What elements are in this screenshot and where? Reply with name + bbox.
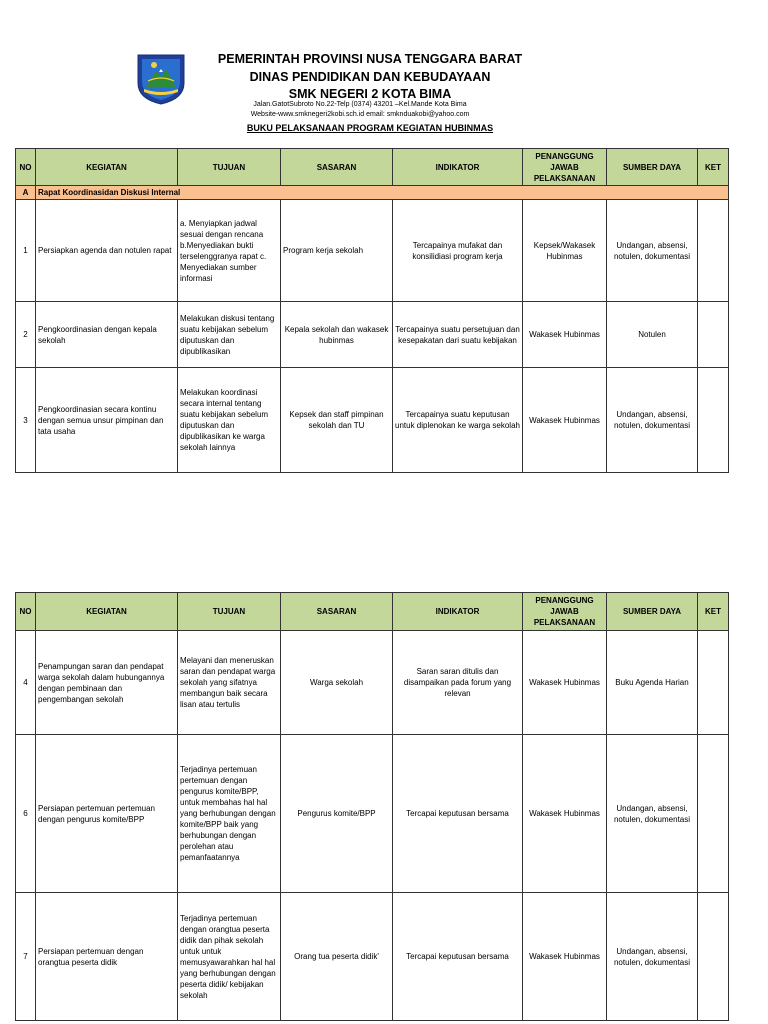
cell-kegiatan: Persiapkan agenda dan notulen rapat [36, 200, 178, 302]
cell-tujuan: Melakukan koordinasi secara internal tentang suatu kebijakan sebelum diputuskan dan dipublikasikan ke warga sekolah lainnya [178, 368, 281, 473]
col-tujuan: TUJUAN [178, 593, 281, 631]
cell-indikator: Tercapainya suatu persetujuan dan kesepakatan dari suatu kebijakan [393, 302, 523, 368]
col-sasaran: SASARAN [281, 593, 393, 631]
col-kegiatan: KEGIATAN [36, 149, 178, 186]
header-school: SMK NEGERI 2 KOTA BIMA [288, 87, 452, 101]
cell-penanggung: Wakasek Hubinmas [523, 302, 607, 368]
document-title: BUKU PELAKSANAAN PROGRAM KEGIATAN HUBINMAS [246, 123, 494, 133]
cell-no: 6 [16, 735, 36, 893]
cell-sasaran: Kepsek dan staff pimpinan sekolah dan TU [281, 368, 393, 473]
cell-sumber: Notulen [607, 302, 698, 368]
table-row [16, 631, 729, 735]
table-row [16, 735, 729, 893]
cell-sumber: Undangan, absensi, notulen, dokumentasi [607, 368, 698, 473]
cell-kegiatan: Persiapan pertemuan dengan orangtua peserta didik [36, 893, 178, 1021]
col-indikator: INDIKATOR [393, 149, 523, 186]
cell-kegiatan: Pengkoordinasian dengan kepala sekolah [36, 302, 178, 368]
cell-ket [698, 631, 729, 735]
col-penanggung: PENANGGUNG JAWAB PELAKSANAAN [523, 593, 607, 631]
cell-penanggung: Kepsek/Wakasek Hubinmas [523, 200, 607, 302]
table-row [16, 302, 729, 368]
section-row [16, 186, 729, 200]
cell-indikator: Tercapainya suatu keputusan untuk diplenokan ke warga sekolah [393, 368, 523, 473]
cell-no: 2 [16, 302, 36, 368]
cell-no: 7 [16, 893, 36, 1021]
cell-penanggung: Wakasek Hubinmas [523, 735, 607, 893]
cell-kegiatan: Penampungan saran dan pendapat warga sekolah dalam hubungannya dengan pembinaan dan pengembangan sekolah [36, 631, 178, 735]
table-header-row [16, 593, 729, 631]
cell-penanggung: Wakasek Hubinmas [523, 368, 607, 473]
cell-no: 4 [16, 631, 36, 735]
col-ket: KET [698, 149, 729, 186]
cell-tujuan: a. Menyiapkan jadwal sesuai dengan rencana b.Menyediakan bukti terselenggranya rapat c. Menyediakan sumber informasi [178, 200, 281, 302]
cell-penanggung: Wakasek Hubinmas [523, 893, 607, 1021]
table-row [16, 893, 729, 1021]
cell-kegiatan: Persiapan pertemuan pertemuan dengan pengurus komite/BPP [36, 735, 178, 893]
cell-ket [698, 735, 729, 893]
cell-sumber: Buku Agenda Harian [607, 631, 698, 735]
col-tujuan: TUJUAN [178, 149, 281, 186]
col-sasaran: SASARAN [281, 149, 393, 186]
col-sumber: SUMBER DAYA [607, 149, 698, 186]
cell-tujuan: Terjadinya pertemuan dengan orangtua peserta didik dan pihak sekolah untuk untuk memusyawarahkan hal hal yang berhubungan dengan peserta didik/ kebijakan sekolah [178, 893, 281, 1021]
program-table-page-1 [15, 148, 729, 473]
cell-sasaran: Kepala sekolah dan wakasek hubinmas [281, 302, 393, 368]
table-row [16, 200, 729, 302]
col-penanggung: PENANGGUNG JAWAB PELAKSANAAN [523, 149, 607, 186]
cell-sumber: Undangan, absensi, notulen, dokumentasi [607, 735, 698, 893]
col-indikator: INDIKATOR [393, 593, 523, 631]
col-sumber: SUMBER DAYA [607, 593, 698, 631]
cell-sasaran: Program kerja sekolah [281, 200, 393, 302]
header-address: Jalan.GatotSubroto No.22-Telp (0374) 43201 –Kel.Mande Kota Bima [253, 101, 467, 108]
cell-penanggung: Wakasek Hubinmas [523, 631, 607, 735]
col-no: NO [16, 593, 36, 631]
header-province: PEMERINTAH PROVINSI NUSA TENGGARA BARAT [217, 52, 523, 66]
header-department: DINAS PENDIDIKAN DAN KEBUDAYAAN [249, 70, 491, 84]
cell-sasaran: Orang tua peserta didik' [281, 893, 393, 1021]
program-table-page-2 [15, 592, 729, 1021]
cell-indikator: Tercapainya mufakat dan konsilidiasi program kerja [393, 200, 523, 302]
cell-ket [698, 302, 729, 368]
cell-tujuan: Terjadinya pertemuan pertemuan dengan pengurus komite/BPP, untuk membahas hal hal yang berhubungan dengan komite/BPP baik yang berhubungan dengan perolehan atau pemanfaatannya [178, 735, 281, 893]
cell-ket [698, 200, 729, 302]
cell-no: 1 [16, 200, 36, 302]
provincial-emblem-icon [136, 53, 186, 105]
cell-ket [698, 893, 729, 1021]
section-title: Rapat Koordinasidan Diskusi Internal [36, 186, 729, 200]
cell-indikator: Saran saran ditulis dan disampaikan pada forum yang relevan [393, 631, 523, 735]
cell-kegiatan: Pengkoordinasian secara kontinu dengan semua unsur pimpinan dan tata usaha [36, 368, 178, 473]
cell-tujuan: Melakukan diskusi tentang suatu kebijakan sebelum diputuskan dan dipublikasikan [178, 302, 281, 368]
col-no: NO [16, 149, 36, 186]
col-kegiatan: KEGIATAN [36, 593, 178, 631]
header-website: Website-www.smknegeri2kobi.sch.id email: smknduakobi@yahoo.com [250, 111, 470, 118]
cell-sumber: Undangan, absensi, notulen, dokumentasi [607, 200, 698, 302]
cell-indikator: Tercapai keputusan bersama [393, 893, 523, 1021]
table-header-row [16, 149, 729, 186]
section-code: A [16, 186, 36, 200]
cell-no: 3 [16, 368, 36, 473]
cell-sasaran: Pengurus komite/BPP [281, 735, 393, 893]
cell-ket [698, 368, 729, 473]
cell-indikator: Tercapai keputusan bersama [393, 735, 523, 893]
cell-sasaran: Warga sekolah [281, 631, 393, 735]
table-row [16, 368, 729, 473]
cell-tujuan: Melayani dan meneruskan saran dan pendapat warga sekolah yang sifatnya membangun baik secara lisan atau tertulis [178, 631, 281, 735]
cell-sumber: Undangan, absensi, notulen, dokumentasi [607, 893, 698, 1021]
col-ket: KET [698, 593, 729, 631]
